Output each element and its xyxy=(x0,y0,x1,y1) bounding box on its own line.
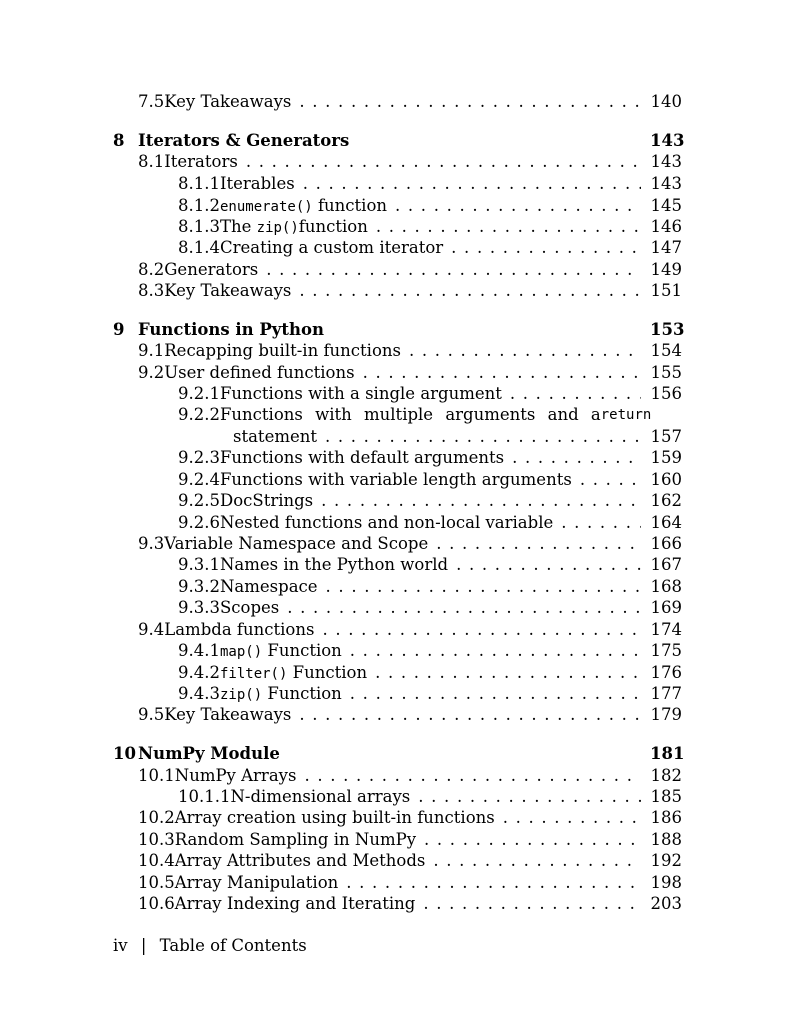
leader-dots xyxy=(510,384,641,404)
subsection-title: map() Function xyxy=(219,641,342,660)
toc-entry[interactable] xyxy=(138,830,682,850)
section-number: 10.5 xyxy=(138,873,175,892)
section-title: NumPy Arrays xyxy=(174,766,297,785)
subsection-number: 9.4.2 xyxy=(178,663,220,682)
section-title: Array Manipulation xyxy=(174,873,339,892)
page-number: 153 xyxy=(650,320,685,339)
subsection-number: 8.1.4 xyxy=(178,238,220,257)
toc-entry[interactable] xyxy=(178,405,652,425)
subsection-title: Functions with a single argument xyxy=(219,384,502,403)
leader-dots xyxy=(456,555,640,575)
page-number: 145 xyxy=(650,196,682,215)
subsection-number: 10.1.1 xyxy=(178,787,231,806)
leader-dots xyxy=(325,427,641,447)
chapter-title: Functions in Python xyxy=(138,320,325,339)
toc-entry[interactable] xyxy=(178,787,682,807)
subsection-number: 9.3.2 xyxy=(178,577,220,596)
leader-dots xyxy=(246,152,641,172)
page-number: 181 xyxy=(650,744,685,763)
page-number: 160 xyxy=(650,470,682,489)
subsection-title: Nested functions and non-local variable xyxy=(219,513,554,532)
toc-entry[interactable] xyxy=(138,92,682,112)
toc-entry[interactable] xyxy=(138,341,682,361)
leader-dots xyxy=(287,598,640,618)
toc-entry[interactable] xyxy=(138,363,682,383)
page-number: 167 xyxy=(650,555,682,574)
subsection-title: Creating a custom iterator xyxy=(219,238,444,257)
section-number: 10.4 xyxy=(138,851,175,870)
toc-entry[interactable] xyxy=(138,534,682,554)
page-number: 203 xyxy=(650,894,682,913)
section-number: 10.1 xyxy=(138,766,175,785)
leader-dots xyxy=(424,830,640,850)
section-number: 8.2 xyxy=(138,260,165,279)
page-number: 155 xyxy=(650,363,682,382)
leader-dots xyxy=(346,873,640,893)
page-number: 186 xyxy=(650,808,682,827)
toc-entry[interactable] xyxy=(178,684,682,705)
section-number: 10.2 xyxy=(138,808,175,827)
page-number: 164 xyxy=(650,513,682,532)
leader-dots xyxy=(303,174,641,194)
subsection-number: 9.2.4 xyxy=(178,470,220,489)
code-text: map() xyxy=(219,644,263,660)
section-number: 10.3 xyxy=(138,830,175,849)
subsection-title: Functions with variable length arguments xyxy=(219,470,572,489)
subsection-number: 9.2.2 xyxy=(178,405,220,424)
leader-dots xyxy=(395,196,640,216)
section-number: 7.5 xyxy=(138,92,165,111)
page-number: 192 xyxy=(650,851,682,870)
toc-entry[interactable] xyxy=(138,894,682,914)
leader-dots xyxy=(299,705,640,725)
page-number: 182 xyxy=(650,766,682,785)
page-number: 149 xyxy=(650,260,682,279)
code-text: filter() xyxy=(219,666,288,682)
subsection-title: DocStrings xyxy=(219,491,314,510)
toc-entry[interactable] xyxy=(178,663,682,684)
section-title: Random Sampling in NumPy xyxy=(174,830,417,849)
leader-dots xyxy=(561,513,640,533)
page-number: 168 xyxy=(650,577,682,596)
subsection-number: 9.2.1 xyxy=(178,384,220,403)
subsection-number: 9.3.1 xyxy=(178,555,220,574)
footer-label: Table of Contents xyxy=(159,936,307,955)
page-number: 140 xyxy=(650,92,682,111)
chapter-number: 10 xyxy=(113,744,136,763)
subsection-number: 9.4.1 xyxy=(178,641,220,660)
section-title: Key Takeaways xyxy=(164,281,292,300)
page-footer xyxy=(113,936,307,955)
leader-dots xyxy=(433,851,640,871)
toc-entry[interactable] xyxy=(178,555,682,575)
page-number: 143 xyxy=(650,152,682,171)
subsection-number: 9.2.5 xyxy=(178,491,220,510)
section-title: Array Attributes and Methods xyxy=(174,851,426,870)
leader-dots xyxy=(418,787,640,807)
section-title: Key Takeaways xyxy=(164,92,292,111)
toc-entry[interactable] xyxy=(138,766,682,786)
page-number: 166 xyxy=(650,534,682,553)
page-number: 147 xyxy=(650,238,682,257)
page-number: 176 xyxy=(650,663,682,682)
leader-dots xyxy=(350,684,641,704)
leader-dots xyxy=(376,217,641,237)
footer-separator: | xyxy=(140,936,147,955)
toc-chapter[interactable] xyxy=(113,744,685,764)
subsection-title: Functions with default arguments xyxy=(219,448,505,467)
page-number: 198 xyxy=(650,873,682,892)
toc-chapter[interactable] xyxy=(113,131,685,151)
section-number: 10.6 xyxy=(138,894,175,913)
toc-entry[interactable] xyxy=(178,448,682,468)
toc-entry[interactable] xyxy=(138,873,682,893)
leader-dots xyxy=(322,620,640,640)
chapter-title: NumPy Module xyxy=(138,744,280,763)
leader-dots xyxy=(363,363,641,383)
subsection-number: 8.1.1 xyxy=(178,174,220,193)
page-number: 188 xyxy=(650,830,682,849)
section-number: 9.3 xyxy=(138,534,165,553)
leader-dots xyxy=(580,470,641,490)
toc-entry[interactable] xyxy=(178,196,682,217)
page-number: 151 xyxy=(650,281,682,300)
section-number: 9.5 xyxy=(138,705,165,724)
subsection-title: The zip()function xyxy=(219,217,368,236)
toc-entry-continuation[interactable] xyxy=(233,427,682,447)
toc-entry[interactable] xyxy=(138,620,682,640)
leader-dots xyxy=(512,448,640,468)
leader-dots xyxy=(350,641,641,661)
toc-entry[interactable] xyxy=(138,281,682,301)
chapter-number: 8 xyxy=(113,131,125,150)
leader-dots xyxy=(299,281,640,301)
toc-entry[interactable] xyxy=(178,491,682,511)
page-number: 156 xyxy=(650,384,682,403)
subsection-title: filter() Function xyxy=(219,663,368,682)
section-title: Array Indexing and Iterating xyxy=(174,894,416,913)
subsection-title: Functions with multiple arguments and a return xyxy=(219,405,652,424)
toc-entry[interactable] xyxy=(138,260,682,280)
leader-dots xyxy=(409,341,641,361)
page-number: 143 xyxy=(650,131,685,150)
toc-entry[interactable] xyxy=(178,174,682,194)
toc-chapter[interactable] xyxy=(113,320,685,340)
code-text: return xyxy=(600,407,652,423)
leader-dots xyxy=(423,894,640,914)
subsection-title: enumerate() function xyxy=(219,196,388,215)
footer-page-number: iv xyxy=(113,936,128,955)
leader-dots xyxy=(304,766,640,786)
toc-entry[interactable] xyxy=(138,705,682,725)
page-number: 169 xyxy=(650,598,682,617)
section-title: User defined functions xyxy=(164,363,355,382)
chapter-title: Iterators & Generators xyxy=(138,131,350,150)
chapter-number: 9 xyxy=(113,320,125,339)
toc-entry[interactable] xyxy=(138,851,682,871)
toc-entry[interactable] xyxy=(178,470,682,490)
code-text: zip() xyxy=(256,220,299,236)
toc-entry[interactable] xyxy=(178,577,682,597)
toc-entry[interactable] xyxy=(178,513,682,533)
page-number: 143 xyxy=(650,174,682,193)
subsection-title: zip() Function xyxy=(219,684,342,703)
subsection-number: 9.4.3 xyxy=(178,684,220,703)
subsection-title: Iterables xyxy=(219,174,295,193)
subsection-title: Namespace xyxy=(219,577,318,596)
page-number: 162 xyxy=(650,491,682,510)
code-text: zip() xyxy=(219,687,263,703)
leader-dots xyxy=(326,577,641,597)
code-text: enumerate() xyxy=(219,199,313,215)
toc-entry[interactable] xyxy=(178,598,682,618)
page-number: 179 xyxy=(650,705,682,724)
page-number: 177 xyxy=(650,684,682,703)
section-number: 8.3 xyxy=(138,281,165,300)
section-number: 9.2 xyxy=(138,363,165,382)
section-title: Iterators xyxy=(164,152,238,171)
subsection-number: 9.2.3 xyxy=(178,448,220,467)
leader-dots xyxy=(451,238,640,258)
toc-entry[interactable] xyxy=(178,217,682,238)
page-number: 174 xyxy=(650,620,682,639)
page-number: 157 xyxy=(650,427,682,446)
subsection-title: N-dimensional arrays xyxy=(230,787,411,806)
subsection-number: 8.1.3 xyxy=(178,217,220,236)
subsection-title: Names in the Python world xyxy=(219,555,449,574)
leader-dots xyxy=(321,491,640,511)
toc-entry[interactable] xyxy=(138,152,682,172)
page-number: 175 xyxy=(650,641,682,660)
section-number: 9.1 xyxy=(138,341,165,360)
section-number: 8.1 xyxy=(138,152,165,171)
page-number: 185 xyxy=(650,787,682,806)
page-number: 159 xyxy=(650,448,682,467)
page-number: 154 xyxy=(650,341,682,360)
subsection-title-continuation: statement xyxy=(233,427,317,446)
section-title: Key Takeaways xyxy=(164,705,292,724)
subsection-number: 9.3.3 xyxy=(178,598,220,617)
section-title: Variable Namespace and Scope xyxy=(164,534,429,553)
page-number: 146 xyxy=(650,217,682,236)
subsection-number: 8.1.2 xyxy=(178,196,220,215)
leader-dots xyxy=(503,808,641,828)
toc-entry[interactable] xyxy=(138,808,682,828)
section-title: Recapping built-in functions xyxy=(164,341,401,360)
section-title: Array creation using built-in functions xyxy=(174,808,495,827)
section-title: Generators xyxy=(164,260,259,279)
toc-entry[interactable] xyxy=(178,641,682,662)
subsection-number: 9.2.6 xyxy=(178,513,220,532)
leader-dots xyxy=(266,260,640,280)
toc-entry[interactable] xyxy=(178,238,682,258)
section-number: 9.4 xyxy=(138,620,165,639)
leader-dots xyxy=(299,92,640,112)
subsection-title: Scopes xyxy=(219,598,280,617)
toc-entry[interactable] xyxy=(178,384,682,404)
leader-dots xyxy=(436,534,640,554)
leader-dots xyxy=(375,663,640,683)
section-title: Lambda functions xyxy=(164,620,315,639)
